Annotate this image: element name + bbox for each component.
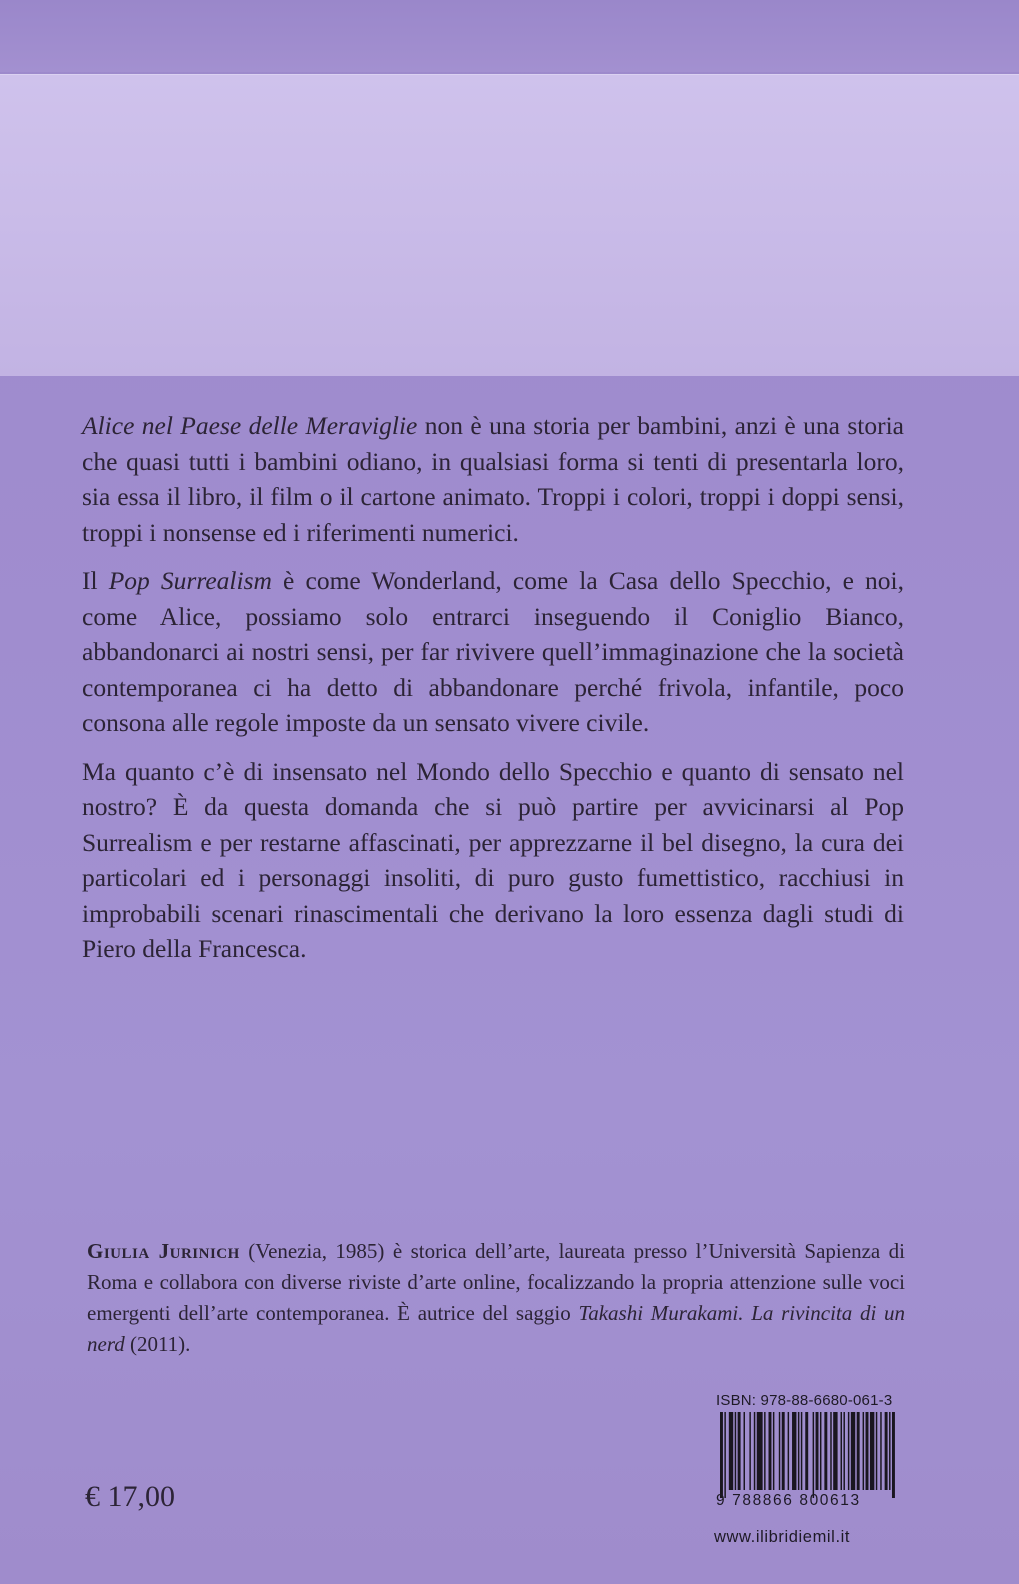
blurb-paragraph-1 [82,408,904,550]
blurb-text-1: non è una storia per bambini, anzi è una storia che quasi tutti i bambini odiano, in qualsiasi forma si tenti di presentarla loro, sia essa il libro, il film o il cartone animato. Troppi i colori, troppi i doppi sensi, troppi i nonsense ed i riferimenti numerici. [82,411,904,547]
bio-year: (2011). [124,1332,191,1356]
light-band [0,74,1019,376]
barcode-block [716,1392,908,1542]
blurb-text-2: è come Wonderland, come la Casa dello Specchio, e noi, come Alice, possiamo solo entrarci inseguendo il Coniglio Bianco, abbandonarci ai nostri sensi, per far rivivere quell’immaginazione che la società contemporanea ci ha detto di abbandonare perché frivola, infantile, poco consona alle regole imposte da un sensato vivere civile. [82,566,905,737]
publisher-website: www.ilibridiemil.it [714,1528,851,1546]
book-title: Alice nel Paese delle Meraviglie [82,411,418,440]
top-strip [0,0,1019,72]
blurb-prefix-2: Il [82,566,109,595]
author-name: Giulia Jurinich [87,1239,240,1263]
blurb-paragraph-2 [82,563,904,741]
blurb-paragraph-3 [82,754,904,967]
isbn-label: ISBN: 978-88-6680-061-3 [716,1392,893,1409]
barcode-digits: 9 788866 800613 [716,1492,861,1509]
pop-surrealism-term: Pop Surrealism [108,566,272,595]
blurb [82,408,904,980]
blurb-text-3: Ma quanto c’è di insensato nel Mondo dello Specchio e quanto di sensato nel nostro? È da questa domanda che si può partire per avvicinarsi al Pop Surrealism e per restarne affascinati, per apprezzarne il bel disegno, la cura dei particolari ed i personaggi insoliti, di puro gusto fumettistico, racchiusi in improbabili scenari rinascimentali che derivano la loro essenza dagli studi di Piero della Francesca. [82,756,904,963]
price: € 17,00 [85,1480,175,1513]
barcode-icon [716,1412,906,1498]
bio-book-title: Takashi Murakami. La rivincita di un nerd [87,1301,906,1356]
bio-paragraph [87,1236,905,1360]
author-bio [87,1236,905,1360]
bio-text: (Venezia, 1985) è storica dell’arte, laureata presso l’Università Sapienza di Roma e collabora con diverse riviste d’arte online, focalizzando la propria attenzione sulle voci emergenti dell’arte contemporanea. È autrice del saggio [87,1239,906,1325]
